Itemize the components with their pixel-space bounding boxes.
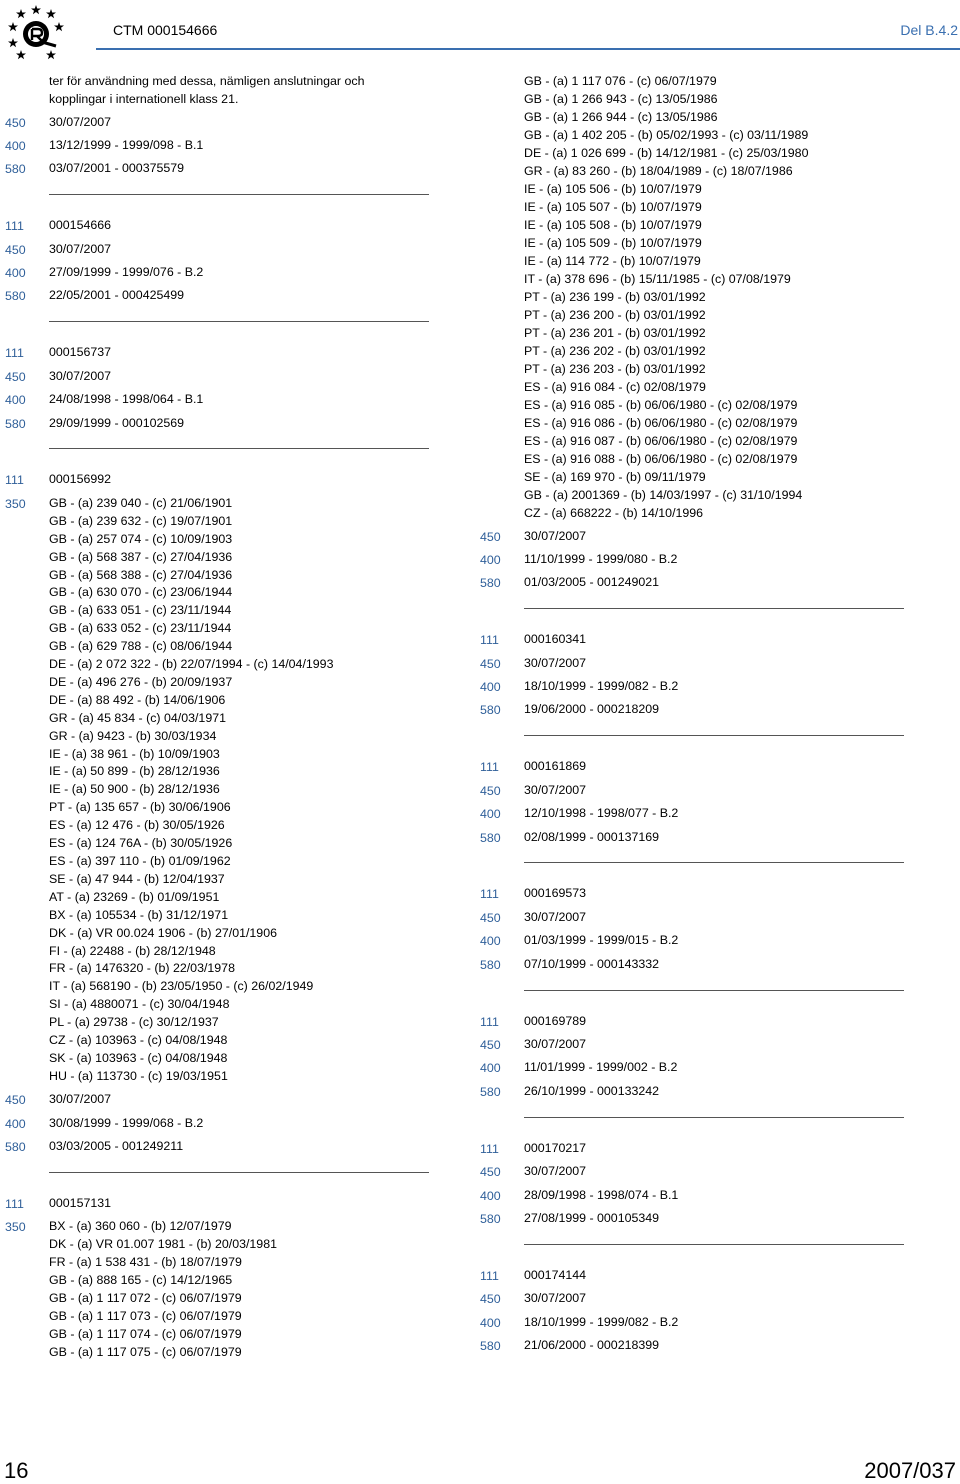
field-value-line: DE - (a) 88 492 - (b) 14/06/1906	[49, 692, 226, 707]
field-450	[480, 782, 910, 800]
field-value-line: 30/07/2007	[524, 1164, 587, 1179]
field-code: 450	[5, 115, 26, 130]
field-code: 400	[480, 1188, 501, 1203]
field-value	[5, 241, 435, 259]
field-value-line: SK - (a) 103963 - (c) 04/08/1948	[49, 1050, 228, 1065]
field-580	[480, 1083, 910, 1101]
field-value-line: 03/03/2005 - 001249211	[49, 1139, 184, 1154]
field-value-line: 30/07/2007	[49, 114, 112, 129]
field-value-line: SE - (a) 47 944 - (b) 12/04/1937	[49, 871, 225, 886]
field-value-line: GB - (a) 1 117 074 - (c) 06/07/1979	[49, 1326, 242, 1341]
field-450	[480, 1290, 910, 1308]
field-value-line: BX - (a) 105534 - (b) 31/12/1971	[49, 907, 229, 922]
continued-line: GB - (a) 1 266 944 - (c) 13/05/1986	[524, 110, 718, 124]
field-value	[5, 264, 435, 282]
field-code: 450	[5, 1093, 26, 1108]
field-580	[5, 160, 435, 178]
field-value-line: GB - (a) 257 074 - (c) 10/09/1903	[49, 531, 233, 546]
continued-line: GB - (a) 1 117 076 - (c) 06/07/1979	[524, 74, 717, 88]
field-value-line: BX - (a) 360 060 - (b) 12/07/1979	[49, 1219, 232, 1234]
field-code: 580	[480, 576, 501, 591]
field-value	[480, 932, 910, 950]
continued-line: kopplingar i internationell klass 21.	[49, 92, 239, 106]
field-code: 580	[5, 416, 26, 431]
field-value-line: 000156992	[49, 472, 112, 487]
field-value-line: 30/07/2007	[524, 528, 587, 543]
field-value-line: PT - (a) 135 657 - (b) 30/06/1906	[49, 800, 231, 815]
trademark-entry	[480, 885, 910, 973]
trademark-entry	[5, 471, 435, 1156]
field-code: 111	[480, 1141, 499, 1156]
field-value-line: AT - (a) 23269 - (b) 01/09/1951	[49, 889, 220, 904]
trademark-entry	[480, 1013, 910, 1101]
field-code: 450	[480, 910, 501, 925]
field-value-line: 01/03/1999 - 1999/015 - B.2	[524, 933, 679, 948]
field-580	[480, 1210, 910, 1228]
field-111	[5, 471, 435, 489]
field-value	[480, 528, 910, 546]
field-111	[480, 1140, 910, 1158]
field-111	[480, 1013, 910, 1031]
field-value-line: 000174144	[524, 1267, 587, 1282]
continued-line: ES - (a) 916 087 - (b) 06/06/1980 - (c) 02/08/1979	[524, 434, 798, 448]
field-value-line: IE - (a) 50 900 - (b) 28/12/1936	[49, 782, 220, 797]
field-value-line: DE - (a) 2 072 322 - (b) 22/07/1994 - (c) 14/04/1993	[49, 657, 334, 672]
field-code: 111	[5, 1197, 24, 1211]
field-value	[5, 137, 435, 155]
field-value-line: GB - (a) 630 070 - (c) 23/06/1944	[49, 585, 233, 600]
field-value-line: 30/07/2007	[524, 655, 587, 670]
right-column	[480, 72, 910, 1360]
field-value-line: GB - (a) 1 117 075 - (c) 06/07/1979	[49, 1344, 242, 1359]
field-code: 580	[480, 830, 501, 845]
field-value-line: FR - (a) 1 538 431 - (b) 18/07/1979	[49, 1255, 242, 1270]
field-value	[480, 655, 910, 673]
field-value-line: 26/10/1999 - 000133242	[524, 1083, 660, 1098]
field-value-line: GR - (a) 9423 - (b) 30/03/1934	[49, 728, 217, 743]
field-code: 450	[480, 783, 501, 798]
field-value-line: GB - (a) 633 052 - (c) 23/11/1944	[49, 621, 232, 636]
field-code: 111	[480, 1268, 499, 1283]
trademark-entry	[5, 1195, 435, 1362]
field-value-line: 24/08/1998 - 1998/064 - B.1	[49, 392, 204, 407]
field-value-line: 000169789	[524, 1013, 587, 1028]
field-value	[480, 551, 910, 569]
entry-separator	[524, 608, 904, 609]
field-code: 580	[480, 1211, 501, 1226]
field-code: 450	[5, 242, 26, 257]
field-value-line: DE - (a) 496 276 - (b) 20/09/1937	[49, 674, 233, 689]
field-value	[480, 701, 910, 719]
field-value-line: 18/10/1999 - 1999/082 - B.2	[524, 679, 679, 694]
field-value	[480, 574, 910, 592]
field-value-line: 11/01/1999 - 1999/002 - B.2	[524, 1060, 678, 1075]
field-580	[5, 415, 435, 433]
continued-line: IE - (a) 105 507 - (b) 10/07/1979	[524, 200, 702, 214]
field-value-line: GB - (a) 568 388 - (c) 27/04/1936	[49, 567, 233, 582]
field-400	[5, 391, 435, 409]
continued-text	[524, 72, 910, 522]
continued-line: PT - (a) 236 203 - (b) 03/01/1992	[524, 362, 706, 376]
field-value	[5, 160, 435, 178]
field-code: 111	[5, 473, 24, 488]
field-value	[480, 678, 910, 696]
field-value-line: GR - (a) 45 834 - (c) 04/03/1971	[49, 710, 226, 725]
field-value	[480, 805, 910, 823]
field-code: 450	[480, 1165, 501, 1180]
page-header	[0, 0, 960, 64]
field-value-line: 000157131	[49, 1196, 112, 1210]
continued-line: IT - (a) 378 696 - (b) 15/11/1985 - (c) 07/08/1979	[524, 272, 791, 286]
field-value-line: CZ - (a) 103963 - (c) 04/08/1948	[49, 1033, 228, 1048]
field-value-line: 11/10/1999 - 1999/080 - B.2	[524, 551, 678, 566]
field-value-line: 13/12/1999 - 1999/098 - B.1	[49, 137, 204, 152]
bulletin-issue: 2007/037	[864, 1458, 956, 1483]
field-value-line: ES - (a) 124 76A - (b) 30/05/1926	[49, 836, 233, 851]
field-value	[480, 1059, 910, 1077]
field-400	[5, 264, 435, 282]
field-value	[480, 782, 910, 800]
field-400	[480, 678, 910, 696]
trademark-entry	[5, 217, 435, 305]
field-code: 400	[480, 1061, 501, 1076]
field-value-line: 01/03/2005 - 001249021	[524, 575, 660, 590]
field-111	[480, 1267, 910, 1285]
field-111	[5, 217, 435, 235]
entry-separator	[49, 1172, 429, 1173]
field-code: 111	[480, 760, 499, 775]
continued-line: DE - (a) 1 026 699 - (b) 14/12/1981 - (c) 25/03/1980	[524, 146, 809, 160]
field-code: 580	[5, 289, 26, 304]
field-400	[5, 137, 435, 155]
field-value	[480, 956, 910, 974]
field-350	[5, 495, 435, 1086]
field-450	[5, 1091, 435, 1109]
field-value-line: DK - (a) VR 01.007 1981 - (b) 20/03/1981	[49, 1237, 277, 1252]
field-code: 111	[480, 633, 499, 648]
field-value	[480, 758, 910, 776]
continued-line: IE - (a) 105 508 - (b) 10/07/1979	[524, 218, 702, 232]
field-value	[480, 1210, 910, 1228]
continued-line: GR - (a) 83 260 - (b) 18/04/1989 - (c) 18/07/1986	[524, 164, 793, 178]
field-code: 111	[480, 1014, 499, 1029]
trademark-entry	[480, 1267, 910, 1355]
field-value	[480, 1290, 910, 1308]
field-value	[480, 631, 910, 649]
field-450	[5, 368, 435, 386]
continued-line: PT - (a) 236 199 - (b) 03/01/1992	[524, 290, 706, 304]
entry-separator	[49, 448, 429, 449]
field-value	[480, 1036, 910, 1054]
left-column	[5, 72, 435, 1367]
field-value-line: GB - (a) 629 788 - (c) 08/06/1944	[49, 639, 233, 654]
field-value-line: 19/06/2000 - 000218209	[524, 702, 660, 717]
continued-line: GB - (a) 1 266 943 - (c) 13/05/1986	[524, 92, 718, 106]
field-value-line: 30/07/2007	[49, 1092, 112, 1107]
field-450	[480, 528, 910, 546]
field-value-line: GB - (a) 239 040 - (c) 21/06/1901	[49, 495, 233, 510]
field-code: 400	[480, 1315, 501, 1330]
field-value-line: HU - (a) 113730 - (c) 19/03/1951	[49, 1068, 228, 1083]
field-400	[480, 1314, 910, 1332]
field-value	[5, 495, 435, 1086]
field-value-line: 21/06/2000 - 000218399	[524, 1338, 660, 1353]
continued-line: IE - (a) 114 772 - (b) 10/07/1979	[524, 254, 701, 268]
field-code: 400	[5, 1116, 26, 1131]
entry-separator	[49, 321, 429, 322]
page-number: 16	[4, 1458, 29, 1483]
entry-separator	[524, 990, 904, 991]
trademark-entry	[480, 631, 910, 719]
field-code: 350	[5, 496, 26, 511]
field-580	[480, 1337, 910, 1355]
field-value-line: 000161869	[524, 759, 587, 774]
field-value-line: 03/07/2001 - 000375579	[49, 161, 185, 176]
field-value-line: 30/07/2007	[524, 909, 587, 924]
field-value-line: 30/07/2007	[524, 1291, 587, 1306]
trademark-entry	[480, 1140, 910, 1228]
field-400	[480, 551, 910, 569]
field-code: 580	[480, 1084, 501, 1099]
field-111	[5, 344, 435, 362]
field-350	[5, 1218, 435, 1361]
field-code: 400	[480, 807, 501, 822]
header-rule	[96, 48, 960, 50]
section-label: Del B.4.2	[900, 22, 958, 38]
continued-line: ES - (a) 916 088 - (b) 06/06/1980 - (c) 02/08/1979	[524, 452, 798, 466]
entry-separator	[524, 735, 904, 736]
field-code: 400	[480, 680, 501, 695]
field-value	[5, 415, 435, 433]
field-value-line: 02/08/1999 - 000137169	[524, 829, 660, 844]
field-value-line: DK - (a) VR 00.024 1906 - (b) 27/01/1906	[49, 925, 277, 940]
field-value-line: SI - (a) 4880071 - (c) 30/04/1948	[49, 997, 230, 1012]
continued-line: SE - (a) 169 970 - (b) 09/11/1979	[524, 470, 706, 484]
field-value-line: 000160341	[524, 632, 587, 647]
field-value	[5, 1138, 435, 1156]
field-450	[5, 241, 435, 259]
field-value-line: 000170217	[524, 1140, 587, 1155]
field-code: 450	[480, 656, 501, 671]
field-value-line: GB - (a) 239 632 - (c) 19/07/1901	[49, 513, 233, 528]
field-value	[5, 1218, 435, 1361]
continued-line: ES - (a) 916 085 - (b) 06/06/1980 - (c) 02/08/1979	[524, 398, 798, 412]
continued-line: IE - (a) 105 509 - (b) 10/07/1979	[524, 236, 702, 250]
field-value	[480, 909, 910, 927]
eu-emblem-logo-icon	[6, 2, 66, 62]
field-value-line: 28/09/1998 - 1998/074 - B.1	[524, 1187, 679, 1202]
field-value-line: IE - (a) 38 961 - (b) 10/09/1903	[49, 746, 220, 761]
field-580	[480, 956, 910, 974]
field-value	[480, 1267, 910, 1285]
field-580	[480, 829, 910, 847]
field-value-line: 000169573	[524, 886, 587, 901]
field-value	[5, 217, 435, 235]
field-value-line: IT - (a) 568190 - (b) 23/05/1950 - (c) 26/02/1949	[49, 979, 314, 994]
field-value-line: 22/05/2001 - 000425499	[49, 288, 185, 303]
continued-line: IE - (a) 105 506 - (b) 10/07/1979	[524, 182, 702, 196]
continued-line: PT - (a) 236 201 - (b) 03/01/1992	[524, 326, 706, 340]
field-value-line: GB - (a) 1 117 072 - (c) 06/07/1979	[49, 1291, 242, 1306]
field-111	[5, 1195, 435, 1213]
field-value	[5, 391, 435, 409]
field-code: 580	[480, 703, 501, 718]
field-value-line: ES - (a) 12 476 - (b) 30/05/1926	[49, 818, 225, 833]
field-value-line: 07/10/1999 - 000143332	[524, 956, 660, 971]
field-code: 350	[5, 1220, 26, 1235]
field-450	[5, 114, 435, 132]
field-code: 580	[480, 957, 501, 972]
field-450	[480, 655, 910, 673]
field-value-line: 27/09/1999 - 1999/076 - B.2	[49, 265, 204, 280]
field-400	[480, 805, 910, 823]
entry-separator	[524, 862, 904, 863]
field-code: 400	[480, 934, 501, 949]
field-value	[480, 1337, 910, 1355]
field-580	[480, 574, 910, 592]
field-400	[480, 932, 910, 950]
field-580	[480, 701, 910, 719]
field-value	[480, 1013, 910, 1031]
field-value-line: GB - (a) 1 117 073 - (c) 06/07/1979	[49, 1308, 242, 1323]
field-400	[480, 1059, 910, 1077]
field-code: 450	[480, 1038, 501, 1052]
field-code: 580	[5, 162, 26, 177]
field-450	[480, 1163, 910, 1181]
field-value-line: PL - (a) 29738 - (c) 30/12/1937	[49, 1015, 219, 1030]
field-580	[5, 1138, 435, 1156]
trademark-entry	[5, 344, 435, 432]
entry-separator	[524, 1244, 904, 1245]
field-value-line: FR - (a) 1476320 - (b) 22/03/1978	[49, 961, 235, 976]
field-value-line: IE - (a) 50 899 - (b) 28/12/1936	[49, 764, 220, 779]
field-value	[480, 1140, 910, 1158]
field-value	[5, 471, 435, 489]
continued-text	[49, 72, 435, 108]
field-value-line: 000154666	[49, 218, 112, 233]
field-value	[480, 1187, 910, 1205]
field-code: 450	[480, 1292, 501, 1307]
entry-separator	[49, 194, 429, 195]
field-value-line: GB - (a) 568 387 - (c) 27/04/1936	[49, 549, 233, 564]
field-value-line: 30/07/2007	[49, 241, 112, 256]
field-code: 580	[5, 1140, 26, 1155]
field-450	[480, 1036, 910, 1054]
field-value-line: 30/07/2007	[524, 782, 587, 797]
field-111	[480, 631, 910, 649]
trademark-entry	[480, 758, 910, 846]
field-value-line: 18/10/1999 - 1999/082 - B.2	[524, 1314, 679, 1329]
field-code: 400	[5, 393, 26, 408]
field-value-line: 000156737	[49, 345, 112, 360]
continued-line: ES - (a) 916 086 - (b) 06/06/1980 - (c) 02/08/1979	[524, 416, 798, 430]
field-value	[5, 1115, 435, 1133]
field-value-line: 30/07/2007	[524, 1037, 587, 1051]
continued-line: CZ - (a) 668222 - (b) 14/10/1996	[524, 506, 704, 520]
field-value-line: GB - (a) 633 051 - (c) 23/11/1944	[49, 603, 232, 618]
field-value-line: 27/08/1999 - 000105349	[524, 1210, 660, 1225]
field-value	[480, 1083, 910, 1101]
field-code: 400	[5, 266, 26, 281]
field-450	[480, 909, 910, 927]
field-value-line: 12/10/1998 - 1998/077 - B.2	[524, 806, 679, 821]
field-value	[5, 1091, 435, 1109]
field-value	[5, 368, 435, 386]
field-value	[480, 885, 910, 903]
field-code: 111	[5, 346, 24, 361]
continued-line: GB - (a) 1 402 205 - (b) 05/02/1993 - (c) 03/11/1989	[524, 128, 809, 142]
continued-line: PT - (a) 236 202 - (b) 03/01/1992	[524, 344, 706, 358]
field-value-line: FI - (a) 22488 - (b) 28/12/1948	[49, 943, 216, 958]
field-value-line: GB - (a) 888 165 - (c) 14/12/1965	[49, 1273, 233, 1288]
field-code: 450	[5, 369, 26, 384]
field-value-line: 30/08/1999 - 1999/068 - B.2	[49, 1115, 204, 1130]
field-value	[5, 287, 435, 305]
field-400	[480, 1187, 910, 1205]
field-580	[5, 287, 435, 305]
field-code: 580	[480, 1339, 501, 1354]
field-value-line: ES - (a) 397 110 - (b) 01/09/1962	[49, 854, 231, 868]
field-400	[5, 1115, 435, 1133]
field-111	[480, 758, 910, 776]
field-value-line: 30/07/2007	[49, 368, 112, 383]
continued-line: ES - (a) 916 084 - (c) 02/08/1979	[524, 380, 706, 394]
field-code: 400	[480, 552, 501, 567]
field-value	[480, 1314, 910, 1332]
continued-line: PT - (a) 236 200 - (b) 03/01/1992	[524, 308, 706, 322]
field-value	[5, 344, 435, 362]
field-code: 111	[480, 887, 499, 902]
field-code: 400	[5, 138, 26, 153]
continued-line: GB - (a) 2001369 - (b) 14/03/1997 - (c) 31/10/1994	[524, 488, 803, 502]
continued-line: ter för användning med dessa, nämligen anslutningar och	[49, 74, 365, 88]
field-value	[480, 1163, 910, 1181]
field-code: 450	[480, 529, 501, 544]
document-title: CTM 000154666	[113, 22, 218, 38]
field-value	[5, 1195, 435, 1213]
field-value	[480, 829, 910, 847]
field-111	[480, 885, 910, 903]
entry-separator	[524, 1117, 904, 1118]
field-value	[5, 114, 435, 132]
field-code: 111	[5, 219, 24, 234]
field-value-line: 29/09/1999 - 000102569	[49, 415, 185, 430]
